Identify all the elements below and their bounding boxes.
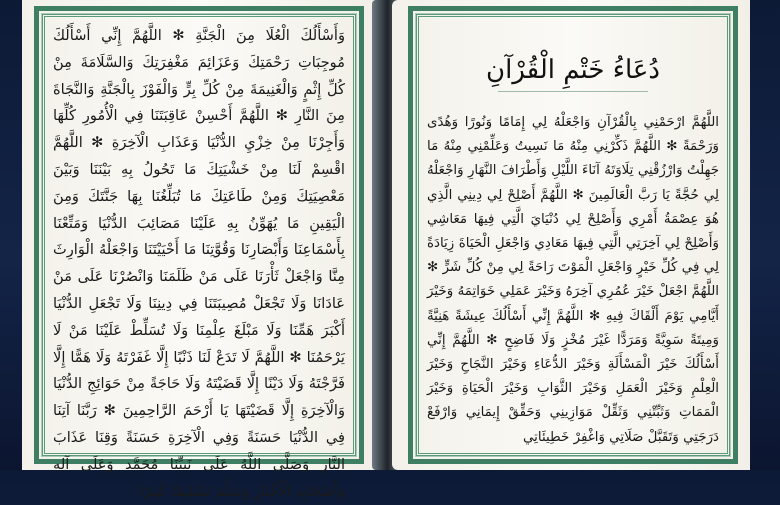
- right-page-text: اللَّهُمَّ ارْحَمْنِي بِالْقُرْآنِ وَاجْعَلْهُ لِي إِمَامًا وَنُورًا وَهُدًى وَرَحْمَةً ✻ اللَّهُمَّ ذَكِّرْنِي مِنْهُ مَا نَسِيتُ وَعَلِّمْنِي مِنْهُ مَا جَهِلْتُ وَارْزُقْنِي تِلَاوَتَهُ آنَاءَ اللَّيْلِ وَأَطْرَافَ النَّهَارِ وَاجْعَلْهُ لِي حُجَّةً يَا رَبَّ الْعَالَمِينَ ✻ اللَّهُمَّ أَصْلِحْ لِي دِينِي الَّذِي هُوَ عِصْمَةُ أَمْرِي وَأَصْلِحْ لِي دُنْيَايَ الَّتِي فِيهَا مَعَاشِي وَأَصْلِحْ لِي آخِرَتِي الَّتِي فِيهَا مَعَادِي وَاجْعَلِ الْحَيَاةَ زِيَادَةً لِي فِي كُلِّ خَيْرٍ وَاجْعَلِ الْمَوْتَ رَاحَةً لِي مِنْ كُلِّ شَرٍّ ✻ اللَّهُمَّ اجْعَلْ خَيْرَ عُمُرِي آخِرَهُ وَخَيْرَ عَمَلِي خَوَاتِمَهُ وَخَيْرَ أَيَّامِي يَوْمَ أَلْقَاكَ فِيهِ ✻ اللَّهُمَّ إِنِّي أَسْأَلُكَ عِيشَةً هَنِيَّةً وَمِيتَةً سَوِيَّةً وَمَرَدًّا غَيْرَ مُخْزٍ وَلَا فَاضِحٍ ✻ اللَّهُمَّ إِنِّي أَسْأَلُكَ خَيْرَ الْمَسْأَلَةِ وَخَيْرَ الدُّعَاءِ وَخَيْرَ النَّجَاحِ وَخَيْرَ الْعِلْمِ وَخَيْرَ الْعَمَلِ وَخَيْرَ الثَّوَابِ وَخَيْرَ الْحَيَاةِ وَخَيْرَ الْمَمَاتِ وَثَبِّتْنِي وَثَقِّلْ مَوَازِينِي وَحَقِّقْ إِيمَانِي وَارْفَعْ دَرَجَتِي وَتَقَبَّلْ صَلَاتِي وَاغْفِرْ خَطِيئَاتِي: [427, 115, 719, 445]
- left-page-text-block: [53, 23, 345, 500]
- page-title: دُعَاءُ خَتْمِ الْقُرْآنِ: [486, 55, 660, 85]
- left-page-border: [34, 6, 364, 500]
- right-page-border: [408, 6, 738, 464]
- open-book: [22, 0, 750, 500]
- left-page-text: وَأَسْأَلُكَ الْعُلَا مِنَ الْجَنَّةِ ✻ اللَّهُمَّ إِنِّي أَسْأَلُكَ مُوجِبَاتِ رَحْمَتِكَ وَعَزَائِمَ مَغْفِرَتِكَ وَالسَّلَامَةَ مِنْ كُلِّ إِثْمٍ وَالْغَنِيمَةَ مِنْ كُلِّ بِرٍّ وَالْفَوْزَ بِالْجَنَّةِ وَالنَّجَاةَ مِنَ النَّارِ ✻ اللَّهُمَّ أَحْسِنْ عَاقِبَتَنَا فِي الْأُمُورِ كُلِّهَا وَأَجِرْنَا مِنْ خِزْيِ الدُّنْيَا وَعَذَابِ الْآخِرَةِ ✻ اللَّهُمَّ اقْسِمْ لَنَا مِنْ خَشْيَتِكَ مَا تَحُولُ بِهِ بَيْنَنَا وَبَيْنَ مَعْصِيَتِكَ وَمِنْ طَاعَتِكَ مَا تُبَلِّغُنَا بِهَا جَنَّتَكَ وَمِنَ الْيَقِينِ مَا يُهَوِّنُ بِهِ عَلَيْنَا مَصَائِبَ الدُّنْيَا وَمَتِّعْنَا بِأَسْمَاعِنَا وَأَبْصَارِنَا وَقُوَّتِنَا مَا أَحْيَيْتَنَا وَاجْعَلْهُ الْوَارِثَ مِنَّا وَاجْعَلْ ثَأْرَنَا عَلَى مَنْ ظَلَمَنَا وَانْصُرْنَا عَلَى مَنْ عَادَانَا وَلَا تَجْعَلْ مُصِيبَتَنَا فِي دِينِنَا وَلَا تَجْعَلِ الدُّنْيَا أَكْبَرَ هَمِّنَا وَلَا مَبْلَغَ عِلْمِنَا وَلَا تُسَلِّطْ عَلَيْنَا مَنْ لَا يَرْحَمُنَا ✻ اللَّهُمَّ لَا تَدَعْ لَنَا ذَنْبًا إِلَّا غَفَرْتَهُ وَلَا هَمًّا إِلَّا فَرَّجْتَهُ وَلَا دَيْنًا إِلَّا قَضَيْتَهُ وَلَا حَاجَةً مِنْ حَوَائِجِ الدُّنْيَا وَالْآخِرَةِ إِلَّا قَضَيْتَهَا يَا أَرْحَمَ الرَّاحِمِينَ ✻ رَبَّنَا آتِنَا فِي الدُّنْيَا حَسَنَةً وَفِي الْآخِرَةِ حَسَنَةً وَقِنَا عَذَابَ النَّارِ وَصَلَّى اللَّهُ عَلَى نَبِيِّنَا مُحَمَّدٍ وَعَلَى آلِهِ وَأَصْحَابِهِ الْأَخْيَارِ وَسَلَّمَ تَسْلِيمًا كَثِيرًا: [53, 27, 345, 500]
- left-page: [22, 0, 380, 500]
- right-page-text-block: [427, 111, 719, 449]
- right-page: [392, 0, 750, 470]
